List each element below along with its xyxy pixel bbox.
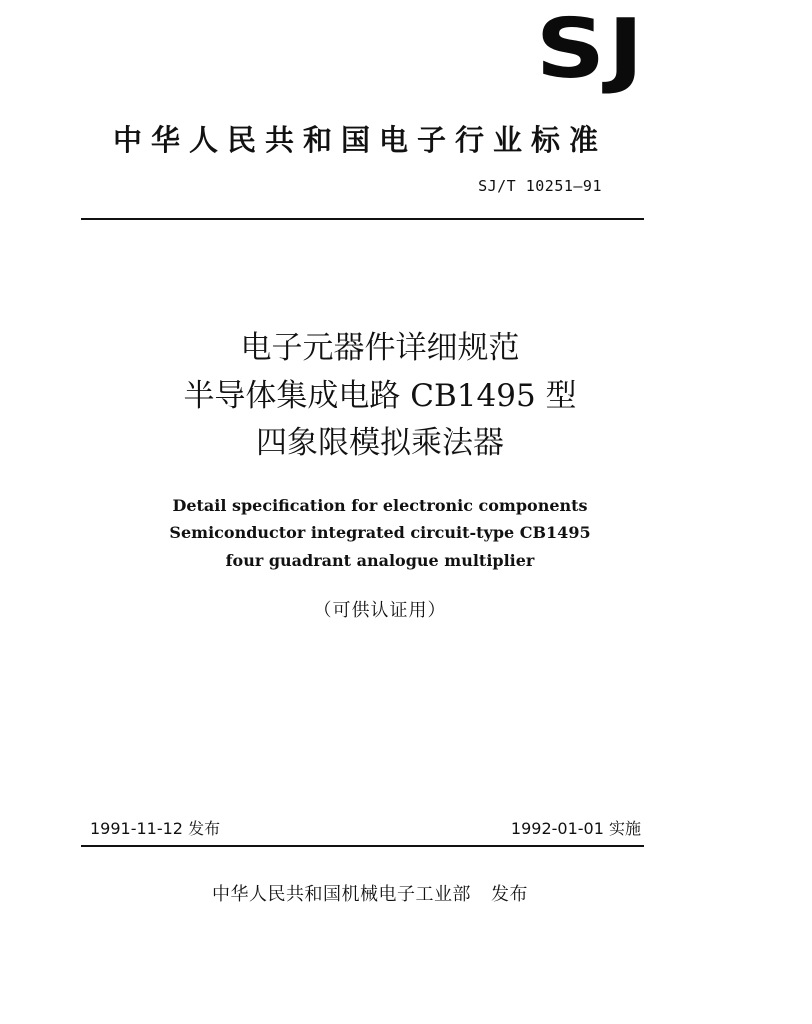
zh-title-line-3: 四象限模拟乘法器 bbox=[256, 425, 504, 461]
en-title-line-1: Detail specification for electronic components bbox=[172, 496, 588, 515]
certification-note: （可供认证用） bbox=[313, 600, 447, 621]
en-title-line-3: four guadrant analogue multiplier bbox=[225, 551, 535, 570]
top-divider bbox=[81, 218, 644, 220]
issue-date: 1991-11-12 发布 bbox=[90, 819, 221, 838]
org-title: 中华人民共和国电子行业标准 bbox=[112, 123, 607, 157]
bottom-divider bbox=[81, 845, 644, 847]
publisher-line bbox=[130, 882, 610, 908]
zh-title-line-2: 半导体集成电路 CB1495 型 bbox=[183, 378, 577, 414]
standard-code: SJ/T 10251—91 bbox=[478, 177, 602, 195]
sj-logo: SJ bbox=[535, 2, 646, 97]
implementation-date: 1992-01-01 实施 bbox=[510, 819, 641, 838]
zh-title-line-1: 电子元器件详细规范 bbox=[240, 330, 520, 366]
publisher-action: 发布 bbox=[491, 884, 528, 905]
publisher-name: 中华人民共和国机械电子工业部 bbox=[212, 884, 471, 905]
en-title-line-2: Semiconductor integrated circuit-type CB1495 bbox=[169, 523, 591, 542]
